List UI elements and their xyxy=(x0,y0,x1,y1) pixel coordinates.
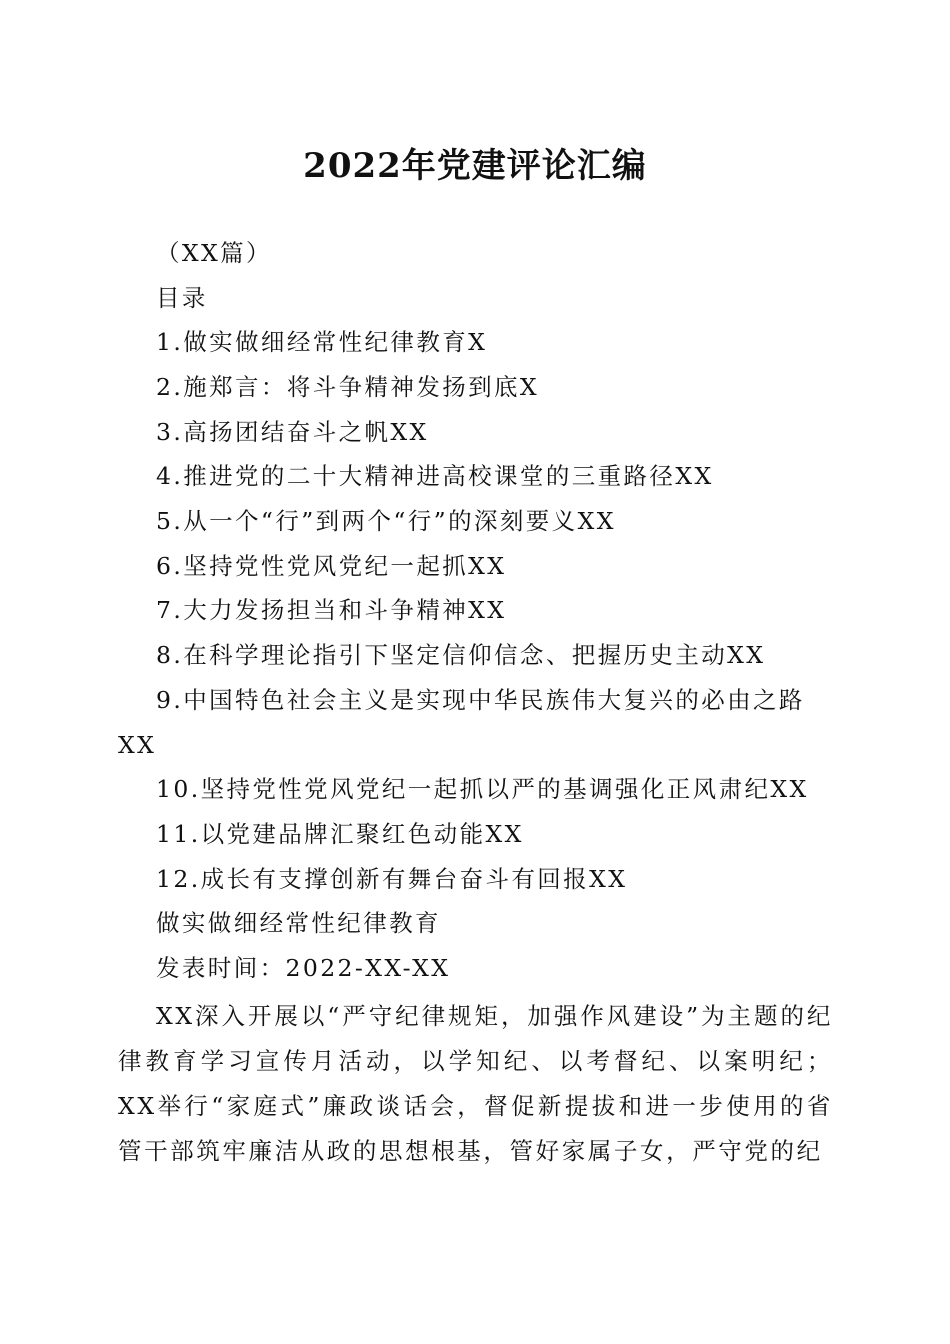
toc-item[interactable]: 8.在科学理论指引下坚定信仰信念、把握历史主动XX xyxy=(156,641,766,669)
toc-item[interactable]: 7.大力发扬担当和斗争精神XX xyxy=(156,596,507,624)
toc-item[interactable]: 12.成长有支撑创新有舞台奋斗有回报XX xyxy=(156,865,628,893)
toc-item[interactable]: 1.做实做细经常性纪律教育X xyxy=(156,328,488,356)
toc-item[interactable]: 2.施郑言：将斗争精神发扬到底X xyxy=(156,373,540,401)
publish-date: 发表时间：2022-XX-XX xyxy=(156,954,451,982)
toc-item[interactable]: 4.推进党的二十大精神进高校课堂的三重路径XX xyxy=(156,462,714,490)
toc-item[interactable]: 11.以党建品牌汇聚红色动能XX xyxy=(156,820,524,848)
toc-item[interactable]: 5.从一个“行”到两个“行”的深刻要义XX xyxy=(156,507,616,535)
article-body-paragraph: XX深入开展以“严守纪律规矩，加强作风建设”为主题的纪律教育学习宣传月活动，以学知纪、以考督纪、以案明纪；XX举行“家庭式”廉政谈话会，督促新提拔和进一步使用的省管干部筑牢廉洁从政的思想根基，管好家属子女，严守党的纪 xyxy=(118,1002,833,1165)
article-title: 做实做细经常性纪律教育 xyxy=(156,909,441,937)
toc-item[interactable]: 10.坚持党性党风党纪一起抓以严的基调强化正风肃纪XX xyxy=(156,775,809,803)
document-title: 2022年党建评论汇编 xyxy=(303,146,647,186)
article-count-note: （XX篇） xyxy=(156,239,272,267)
toc-item[interactable]: 6.坚持党性党风党纪一起抓XX xyxy=(156,552,507,580)
toc-item-continuation[interactable]: XX xyxy=(118,731,157,759)
toc-item[interactable]: 3.高扬团结奋斗之帆XX xyxy=(156,418,429,446)
toc-heading: 目录 xyxy=(156,284,208,312)
toc-item[interactable]: 9.中国特色社会主义是实现中华民族伟大复兴的必由之路 xyxy=(156,686,805,714)
